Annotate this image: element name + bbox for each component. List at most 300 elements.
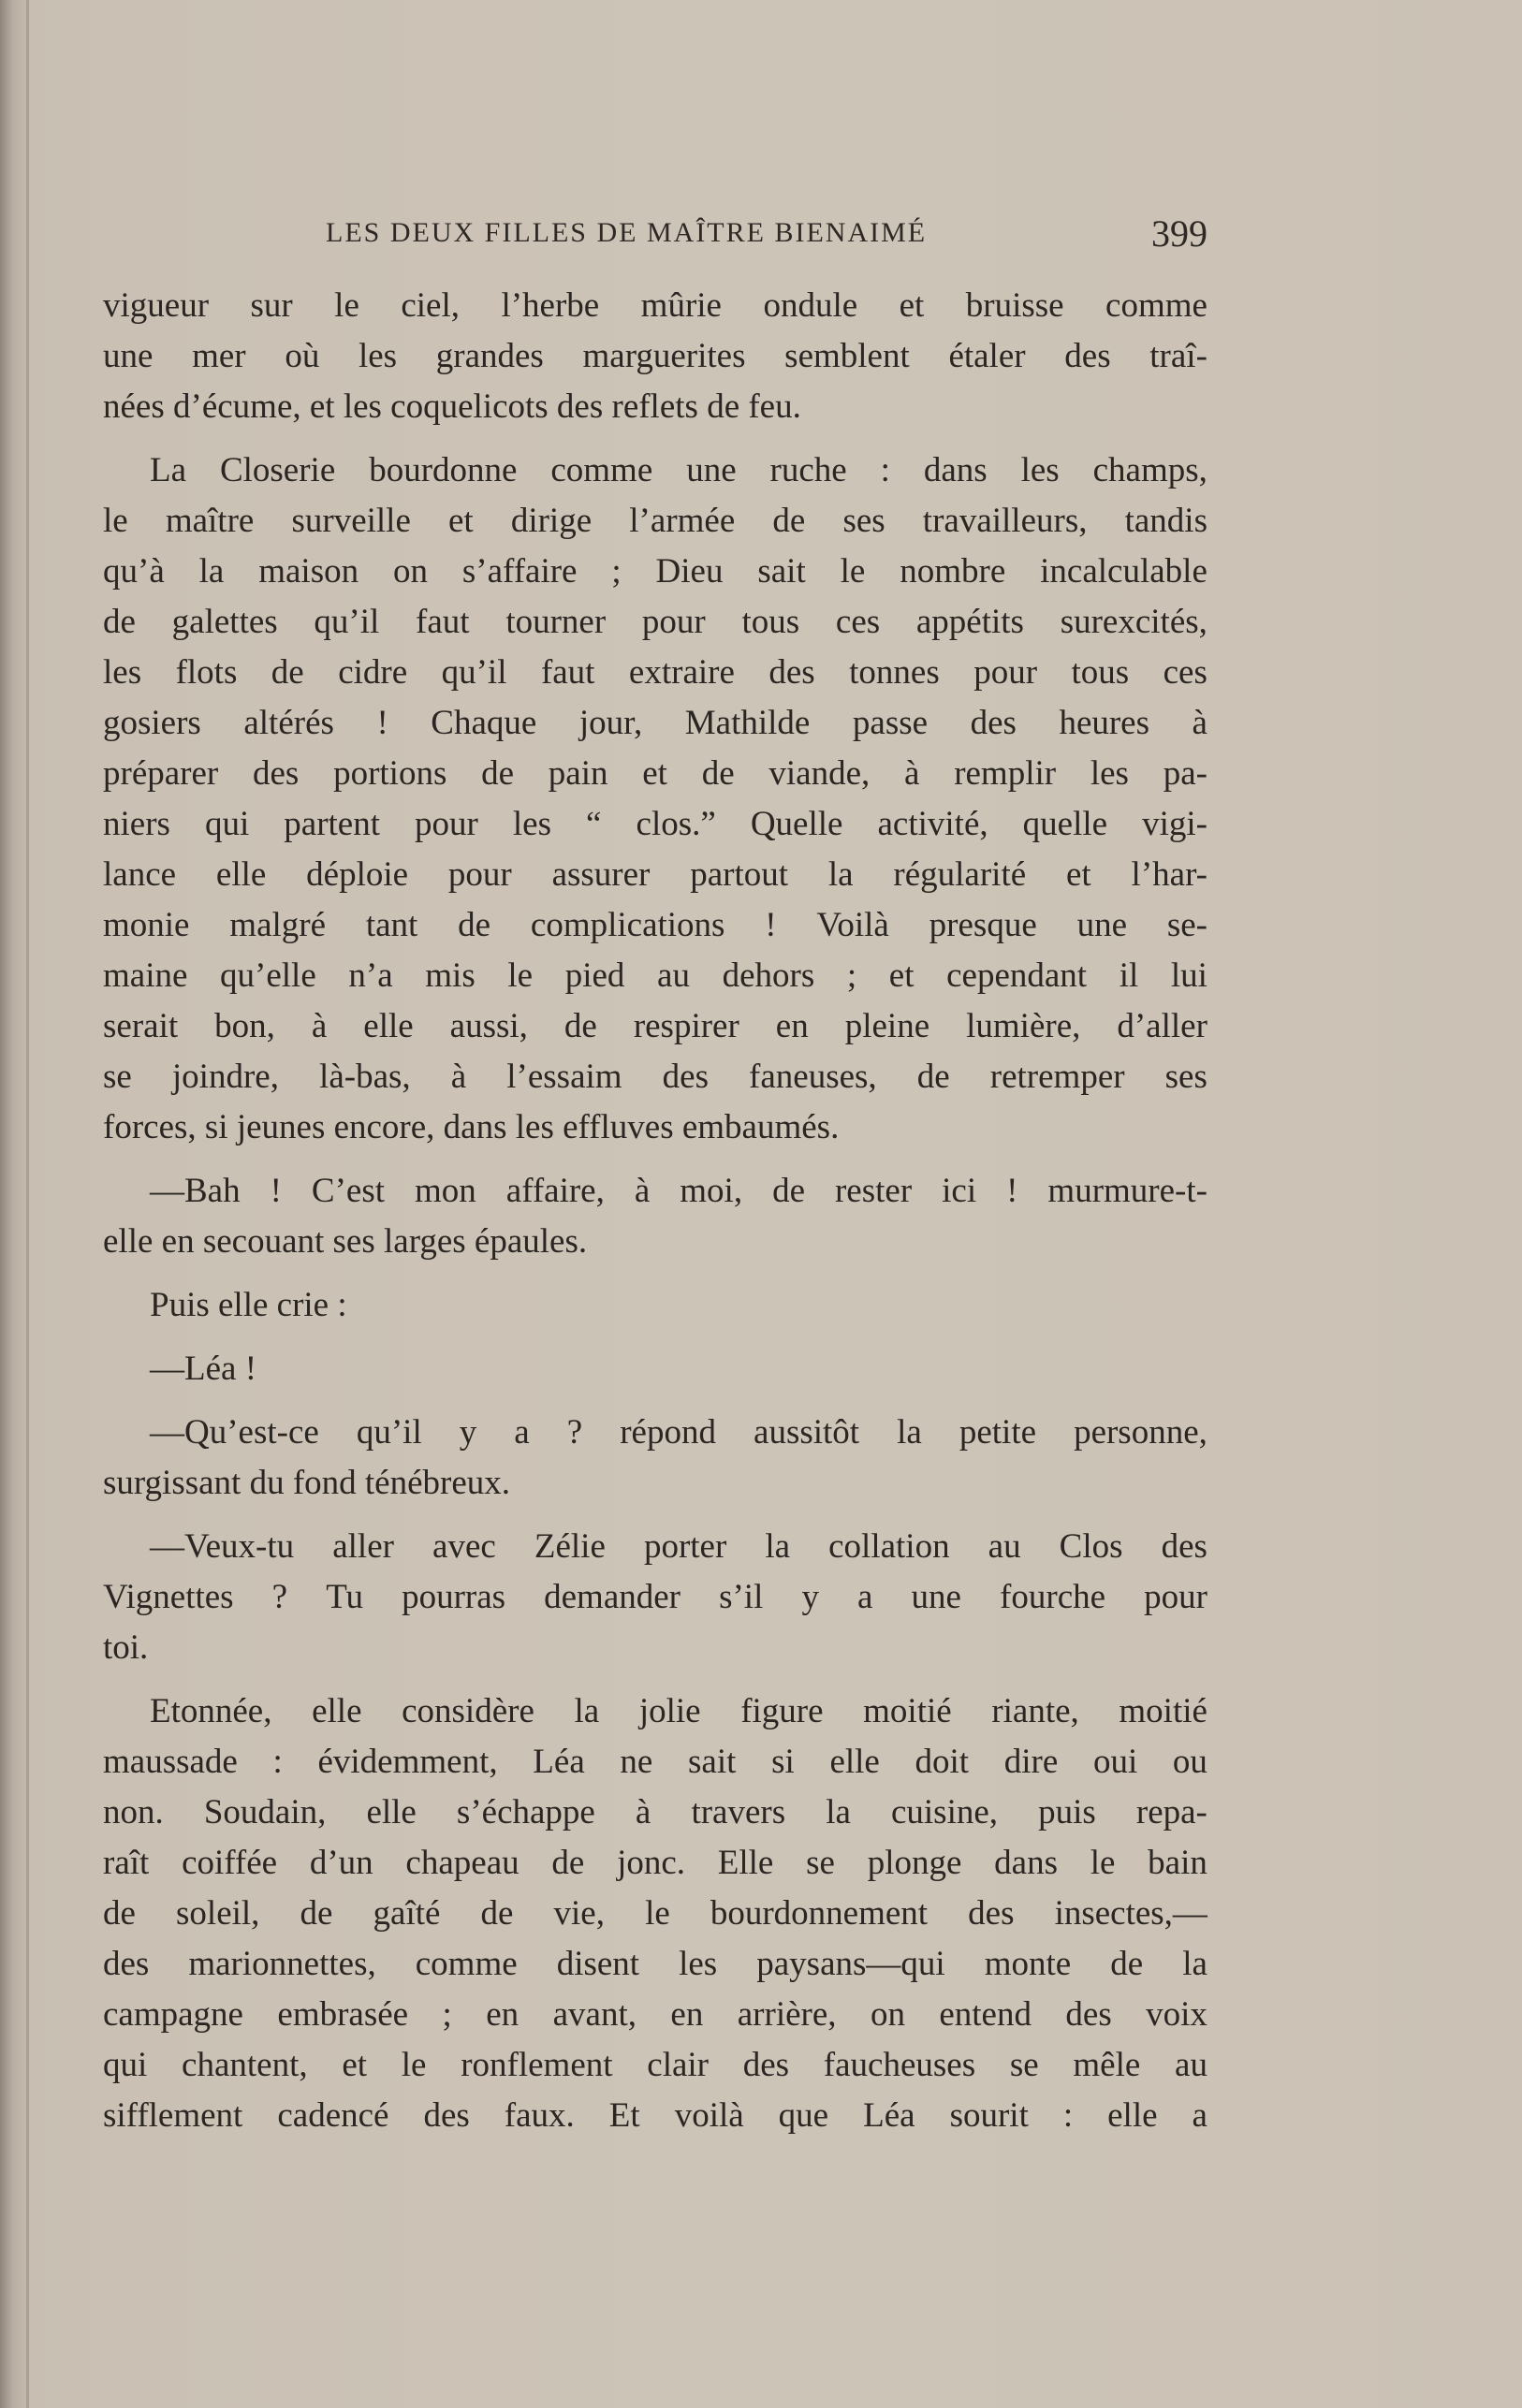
text-line — [103, 698, 1207, 749]
word: complications — [530, 906, 725, 944]
word: ; — [611, 552, 622, 591]
word: arrière, — [737, 1995, 837, 2034]
word: Etonnée, — [150, 1692, 272, 1730]
word: ! — [270, 1172, 282, 1210]
text-line — [103, 1686, 1207, 1737]
word: ou — [1172, 1743, 1207, 1781]
word: ; — [442, 1995, 452, 2034]
word: semblent — [784, 337, 910, 375]
word: lance — [103, 855, 177, 894]
word: le — [401, 2046, 427, 2084]
word: et — [642, 754, 667, 793]
word: remplir — [954, 754, 1057, 793]
page-header — [103, 208, 1207, 264]
running-title: LES DEUX FILLES DE MAÎTRE BIENAIMÉ — [326, 217, 928, 248]
word: appétits — [915, 603, 1024, 641]
text-line — [103, 1838, 1207, 1889]
word: de — [480, 1894, 514, 1933]
word: maison — [258, 552, 359, 591]
word: ne — [620, 1743, 653, 1781]
word: embrasée — [277, 1995, 409, 2034]
word: lui — [1170, 956, 1207, 995]
word: Zélie — [534, 1527, 606, 1566]
word: l’armée — [629, 502, 736, 540]
word: de — [916, 1058, 950, 1096]
word: —Qu’est-ce — [150, 1413, 319, 1452]
word: pour — [641, 603, 706, 641]
word: la — [198, 552, 225, 591]
word: affaire, — [505, 1172, 605, 1210]
text-line: surgissant du fond ténébreux. — [103, 1464, 511, 1502]
word: ciel, — [401, 286, 460, 325]
word: de — [772, 502, 806, 540]
word: viande, — [768, 754, 871, 793]
word: clair — [647, 2046, 709, 2084]
word: pa- — [1163, 754, 1207, 793]
word: non. — [103, 1793, 164, 1832]
word: ruche — [769, 451, 847, 489]
word: à — [1192, 704, 1207, 742]
word: elle — [1107, 2096, 1158, 2135]
word: à — [634, 1172, 651, 1210]
word: respirer — [633, 1007, 739, 1045]
word: riante, — [991, 1692, 1079, 1730]
word: ici — [942, 1172, 977, 1210]
text-line — [103, 1522, 1207, 1572]
word: ! — [376, 704, 388, 742]
text-line: forces, si jeunes encore, dans les effluves embaumés. — [103, 1108, 840, 1146]
word: extraire — [628, 653, 735, 692]
word: monie — [103, 906, 190, 944]
word: tous — [741, 603, 800, 641]
word: paysans—qui — [756, 1945, 945, 1983]
word: maître — [165, 502, 255, 540]
text-line — [103, 1166, 1207, 1217]
word: les — [1090, 754, 1129, 793]
word: des — [970, 704, 1017, 742]
word: partout — [690, 855, 789, 894]
word: campagne — [103, 1995, 243, 2034]
word: travailleurs, — [922, 502, 1088, 540]
word: galettes — [171, 603, 278, 641]
word: y — [459, 1413, 477, 1452]
text-line — [103, 1737, 1207, 1788]
word: soleil, — [176, 1894, 260, 1933]
word: et — [1066, 855, 1091, 894]
word: des — [968, 1894, 1015, 1933]
word: bourdonne — [369, 451, 518, 489]
word: elle — [363, 1007, 414, 1045]
word: répond — [620, 1413, 716, 1452]
word: travers — [691, 1793, 786, 1832]
word: Soudain, — [203, 1793, 327, 1832]
word: elle — [829, 1743, 880, 1781]
word: qu’elle — [220, 956, 316, 995]
word: d’un — [309, 1844, 373, 1882]
word: aussitôt — [754, 1413, 860, 1452]
word: à — [904, 754, 920, 793]
word: en — [775, 1007, 809, 1045]
word: : — [1062, 2096, 1074, 2135]
word: insectes,— — [1054, 1894, 1207, 1933]
word: les — [679, 1945, 718, 1983]
word: de — [481, 754, 515, 793]
word: Tu — [326, 1578, 363, 1616]
word: quelle — [1022, 805, 1108, 843]
word: une — [103, 337, 154, 375]
word: ! — [765, 906, 777, 944]
word: cuisine, — [890, 1793, 999, 1832]
word: flots — [175, 653, 238, 692]
text-line — [103, 648, 1207, 698]
text-line — [103, 2040, 1207, 2091]
word: raît — [103, 1844, 150, 1882]
word: figure — [740, 1692, 824, 1730]
word: mûrie — [640, 286, 722, 325]
word: maussade — [103, 1743, 238, 1781]
word: malgré — [229, 906, 327, 944]
word: sait — [757, 552, 806, 591]
word: Mathilde — [684, 704, 811, 742]
word: des — [768, 653, 815, 692]
word: petite — [959, 1413, 1037, 1452]
word: à — [450, 1058, 467, 1096]
word: voilà — [674, 2096, 744, 2135]
word: assurer — [551, 855, 651, 894]
word: des — [1065, 1995, 1112, 2034]
word: ces — [1163, 653, 1207, 692]
word: évidemment, — [317, 1743, 498, 1781]
word: ? — [566, 1413, 583, 1452]
word: jour, — [578, 704, 643, 742]
word: cependant — [946, 956, 1088, 995]
word: sait — [688, 1743, 737, 1781]
word: monte — [984, 1945, 1072, 1983]
word: le — [507, 956, 534, 995]
word: en — [670, 1995, 704, 2034]
word: de — [772, 1172, 805, 1210]
word: au — [1175, 2046, 1207, 2084]
word: gaîté — [373, 1894, 441, 1933]
text-line — [103, 1990, 1207, 2040]
word: heures — [1059, 704, 1150, 742]
word: s’échappe — [456, 1793, 595, 1832]
word: au — [657, 956, 690, 995]
word: clos.” — [636, 805, 716, 843]
word: ; — [846, 956, 857, 995]
text-line — [103, 749, 1207, 799]
word: tonnes — [849, 653, 940, 692]
word: jolie — [638, 1692, 701, 1730]
word: champs, — [1092, 451, 1207, 489]
word: nombre — [900, 552, 1006, 591]
text-line — [103, 799, 1207, 850]
word: sur — [250, 286, 293, 325]
word: cidre — [338, 653, 408, 692]
word: comme — [415, 1945, 518, 1983]
word: se — [806, 1844, 835, 1882]
word: pourras — [402, 1578, 506, 1616]
word: a — [514, 1413, 530, 1452]
word: la — [765, 1527, 791, 1566]
word: le — [645, 1894, 670, 1933]
word: collation — [828, 1527, 950, 1566]
word: elle — [312, 1692, 362, 1730]
word: puis — [1038, 1793, 1096, 1832]
word: surexcités, — [1060, 603, 1207, 641]
word: bon, — [214, 1007, 275, 1045]
word: faux. — [504, 2096, 575, 2135]
word: sourit — [949, 2096, 1029, 2135]
word: demander — [544, 1578, 681, 1616]
word: ! — [1006, 1172, 1018, 1210]
word: Chaque — [431, 704, 537, 742]
word: le — [840, 552, 866, 591]
word: pour — [415, 805, 478, 843]
word: Léa — [533, 1743, 585, 1781]
word: tandis — [1124, 502, 1207, 540]
word: dehors — [722, 956, 815, 995]
word: mon — [415, 1172, 476, 1210]
word: marionnettes, — [188, 1945, 376, 1983]
word: plonge — [867, 1844, 962, 1882]
word: de — [551, 1844, 585, 1882]
text-line: nées d’écume, et les coquelicots des reflets de feu. — [103, 387, 801, 426]
page-binding-edge — [26, 0, 29, 2408]
word: l’essaim — [506, 1058, 622, 1096]
word: incalculable — [1040, 552, 1207, 591]
word: se- — [1166, 906, 1207, 944]
word: une — [1076, 906, 1127, 944]
word: comme — [550, 451, 653, 489]
word: aussi, — [449, 1007, 528, 1045]
word: des — [1161, 1527, 1207, 1566]
word: des — [662, 1058, 709, 1096]
text-line — [103, 445, 1207, 496]
word: tourner — [505, 603, 607, 641]
word: de — [563, 1007, 597, 1045]
word: et — [448, 502, 474, 540]
word: oui — [1092, 1743, 1138, 1781]
word: si — [771, 1743, 795, 1781]
word: maine — [103, 956, 188, 995]
word: a — [857, 1578, 873, 1616]
word: marguerites — [582, 337, 746, 375]
word: pied — [564, 956, 625, 995]
text-line — [103, 547, 1207, 597]
text-line — [103, 331, 1207, 382]
text-line — [103, 1052, 1207, 1102]
text-line: toi. — [103, 1628, 149, 1667]
word: la — [574, 1692, 600, 1730]
word: mer — [192, 337, 246, 375]
word: joindre, — [171, 1058, 279, 1096]
word: avant, — [552, 1995, 637, 2034]
word: vigi- — [1142, 805, 1207, 843]
word: gosiers — [103, 704, 201, 742]
word: qu’à — [103, 552, 165, 591]
word: la — [827, 855, 854, 894]
word: porter — [643, 1527, 727, 1566]
word: Vignettes — [103, 1578, 234, 1616]
word: les — [103, 653, 142, 692]
text-line — [103, 1001, 1207, 1052]
word: que — [778, 2096, 829, 2135]
word: se — [1009, 2046, 1039, 2084]
word: de — [271, 653, 304, 692]
word: au — [988, 1527, 1021, 1566]
word: jonc. — [617, 1844, 686, 1882]
word: mêle — [1073, 2046, 1141, 2084]
text-line — [103, 1572, 1207, 1623]
word: murmure-t- — [1047, 1172, 1207, 1210]
word: ces — [835, 603, 881, 641]
word: elle — [366, 1793, 417, 1832]
word: n’a — [348, 956, 393, 995]
word: une — [911, 1578, 961, 1616]
word: —Veux-tu — [150, 1527, 295, 1566]
word: pain — [548, 754, 608, 793]
word: qui — [204, 805, 250, 843]
word: a — [1192, 2096, 1207, 2135]
word: moitié — [863, 1692, 952, 1730]
word: et — [342, 2046, 368, 2084]
word: qui — [103, 2046, 148, 2084]
word: vigueur — [103, 286, 210, 325]
word: disent — [556, 1945, 640, 1983]
text-line — [103, 1408, 1207, 1458]
word: bruisse — [965, 286, 1064, 325]
text-line: Puis elle crie : — [150, 1286, 347, 1324]
word: y — [801, 1578, 819, 1616]
word: la — [897, 1413, 922, 1452]
word: tous — [1071, 653, 1130, 692]
word: : — [880, 451, 890, 489]
word: pleine — [844, 1007, 930, 1045]
word: les — [1020, 451, 1060, 489]
word: des — [103, 1945, 150, 1983]
word: pour — [447, 855, 512, 894]
word: une — [686, 451, 737, 489]
text-line — [103, 1788, 1207, 1838]
word: pour — [973, 653, 1038, 692]
word: l’herbe — [501, 286, 600, 325]
word: Closerie — [219, 451, 336, 489]
word: Et — [608, 2096, 640, 2135]
word: aller — [332, 1527, 394, 1566]
word: à — [635, 1793, 651, 1832]
word: comme — [1105, 286, 1207, 325]
word: la — [826, 1793, 851, 1832]
word: La — [150, 451, 187, 489]
word: activité, — [877, 805, 988, 843]
word: des — [252, 754, 300, 793]
word: elle — [215, 855, 267, 894]
word: on — [870, 1995, 905, 2034]
word: niers — [103, 805, 170, 843]
text-line — [103, 2091, 1207, 2141]
text-line: —Léa ! — [150, 1350, 257, 1388]
word: ondule — [763, 286, 858, 325]
word: —Bah — [150, 1172, 241, 1210]
word: des — [742, 2046, 790, 2084]
word: le — [103, 502, 128, 540]
word: entend — [939, 1995, 1032, 2034]
word: bain — [1148, 1844, 1207, 1882]
word: bourdonnement — [710, 1894, 929, 1933]
word: personne, — [1074, 1413, 1207, 1452]
page-number: 399 — [1151, 212, 1207, 255]
word: passe — [852, 704, 929, 742]
word: là-bas, — [319, 1058, 411, 1096]
word: : — [272, 1743, 283, 1781]
word: de — [103, 1894, 136, 1933]
word: dirige — [510, 502, 593, 540]
word: fourche — [1000, 1578, 1106, 1616]
word: faucheuses — [823, 2046, 976, 2084]
word: à — [311, 1007, 328, 1045]
text-line — [103, 900, 1207, 951]
word: qu’il — [441, 653, 507, 692]
word: portions — [333, 754, 447, 793]
word: Clos — [1059, 1527, 1123, 1566]
word: des — [423, 2096, 470, 2135]
text-line — [103, 597, 1207, 648]
text-line — [103, 496, 1207, 547]
word: Dieu — [655, 552, 724, 591]
word: Léa — [863, 2096, 915, 2135]
word: Voilà — [816, 906, 889, 944]
word: chantent, — [182, 2046, 308, 2084]
word: étaler — [948, 337, 1026, 375]
word: il — [1119, 956, 1139, 995]
word: déploie — [306, 855, 409, 894]
word: partent — [284, 805, 381, 843]
word: les — [358, 337, 398, 375]
text-line — [103, 1939, 1207, 1990]
word: ronflement — [461, 2046, 613, 2084]
word: presque — [929, 906, 1037, 944]
word: considère — [402, 1692, 534, 1730]
word: ? — [271, 1578, 288, 1616]
word: des — [1064, 337, 1111, 375]
word: qu’il — [356, 1413, 422, 1452]
word: le — [334, 286, 359, 325]
word: dans — [923, 451, 988, 489]
word: de — [300, 1894, 333, 1933]
word: doit — [915, 1743, 970, 1781]
word: faut — [416, 603, 470, 641]
word: les — [512, 805, 552, 843]
word: de — [103, 603, 136, 641]
word: de — [458, 906, 491, 944]
word: moitié — [1119, 1692, 1207, 1730]
word: grandes — [435, 337, 544, 375]
word: retremper — [989, 1058, 1125, 1096]
word: sifflement — [103, 2096, 243, 2135]
word: faut — [540, 653, 595, 692]
word: dans — [994, 1844, 1058, 1882]
word: cadencé — [277, 2096, 389, 2135]
word: régularité — [893, 855, 1027, 894]
word: ses — [842, 502, 885, 540]
word: le — [1090, 1844, 1116, 1882]
word: rester — [834, 1172, 913, 1210]
word: Quelle — [750, 805, 843, 843]
word: on — [393, 552, 429, 591]
word: ses — [1164, 1058, 1207, 1096]
word: faneuses, — [749, 1058, 877, 1096]
